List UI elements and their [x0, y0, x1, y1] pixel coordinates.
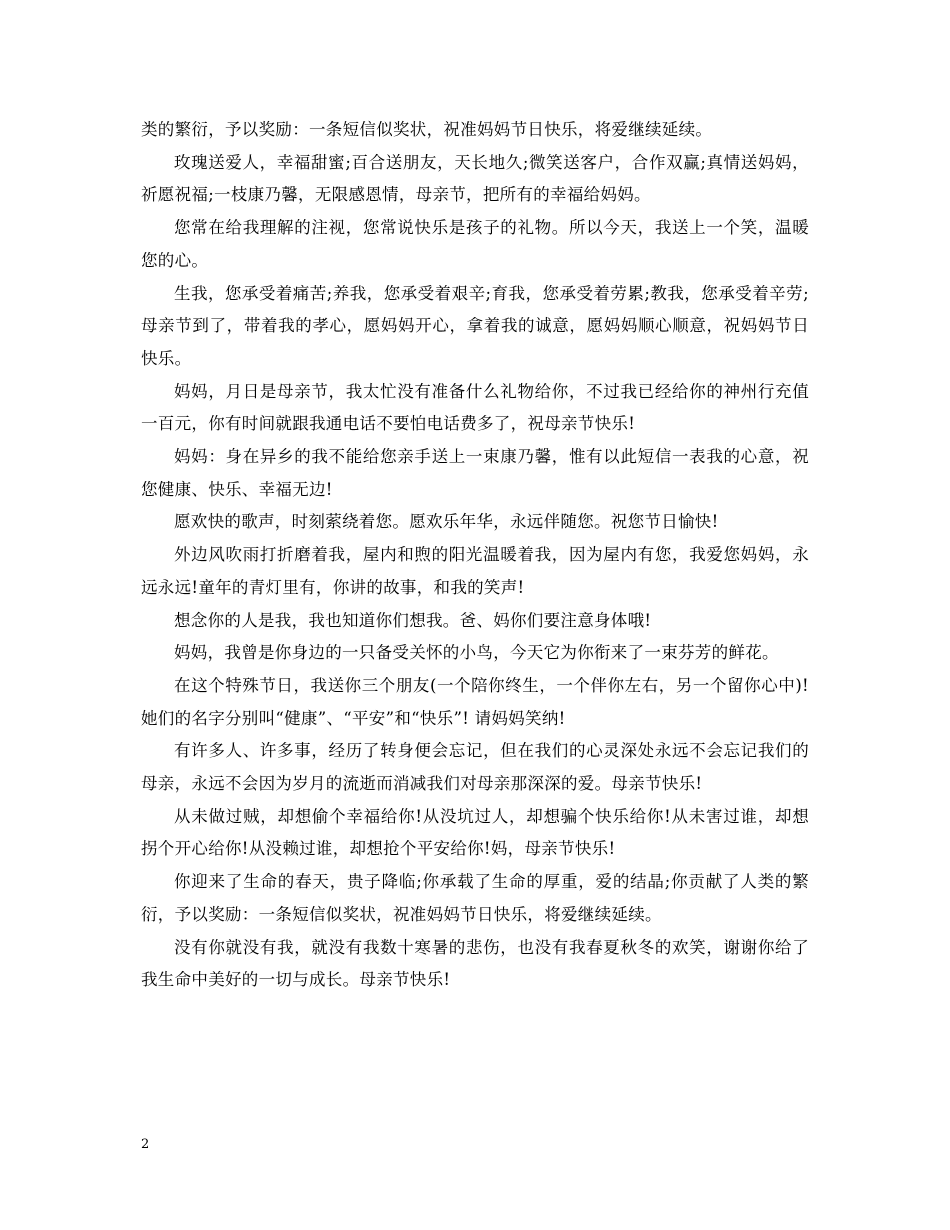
paragraph: 愿欢快的歌声，时刻萦绕着您。愿欢乐年华，永远伴随您。祝您节日愉快!: [174, 512, 719, 532]
paragraph: 在这个特殊节日，我送你三个朋友(一个陪你终生，一个伴你左右，另一个留你心中)!她们的名字分别叫“健康”、“平安”和“快乐”! 请妈妈笑纳!: [141, 675, 809, 728]
paragraph: 有许多人、许多事，经历了转身便会忘记，但在我们的心灵深处永远不会忘记我们的母亲，永远不会因为岁月的流逝而消减我们对母亲那深深的爱。母亲节快乐!: [141, 741, 809, 794]
paragraph: 妈妈：身在异乡的我不能给您亲手送上一束康乃馨，惟有以此短信一表我的心意，祝您健康、快乐、幸福无边!: [141, 447, 809, 499]
paragraph: 您常在给我理解的注视，您常说快乐是孩子的礼物。所以今天，我送上一个笑，温暖您的心。: [141, 218, 809, 270]
paragraph: 从未做过贼，却想偷个幸福给你!从没坑过人，却想骗个快乐给你!从未害过谁，却想拐个开心给你!从没赖过谁，却想抢个平安给你!妈，母亲节快乐!: [141, 806, 809, 859]
paragraph: 想念你的人是我，我也知道你们想我。爸、妈你们要注意身体哦!: [174, 610, 652, 630]
paragraph: 妈妈，月日是母亲节，我太忙没有准备什么礼物给你，不过我已经给你的神州行充值一百元，你有时间就跟我通电话不要怕电话费多了，祝母亲节快乐!: [141, 381, 809, 434]
paragraph: 外边风吹雨打折磨着我，屋内和煦的阳光温暖着我，因为屋内有您，我爱您妈妈，永远永远!童年的青灯里有，你讲的故事，和我的笑声!: [141, 545, 809, 597]
document-body: [141, 114, 809, 997]
paragraph: 你迎来了生命的春天，贵子降临;你承载了生命的厚重，爱的结晶;你贡献了人类的繁衍，予以奖励：一条短信似奖状，祝准妈妈节日快乐，将爱继续延续。: [141, 872, 809, 924]
paragraph: 没有你就没有我，就没有我数十寒暑的悲伤，也没有我春夏秋冬的欢笑，谢谢你给了我生命中美好的一切与成长。母亲节快乐!: [141, 937, 809, 990]
paragraph-continuation: 类的繁衍，予以奖励：一条短信似奖状，祝准妈妈节日快乐，将爱继续延续。: [141, 120, 713, 139]
paragraph: 玫瑰送爱人，幸福甜蜜;百合送朋友，天长地久;微笑送客户，合作双赢;真情送妈妈，祈愿祝福;一枝康乃馨，无限感恩情，母亲节，把所有的幸福给妈妈。: [141, 152, 809, 205]
paragraph: 妈妈，我曾是你身边的一只备受关怀的小鸟，今天它为你衔来了一束芬芳的鲜花。: [174, 643, 779, 663]
paragraph: 生我，您承受着痛苦;养我，您承受着艰辛;育我，您承受着劳累;教我，您承受着辛劳;母亲节到了，带着我的孝心，愿妈妈开心，拿着我的诚意，愿妈妈顺心顺意，祝妈妈节日快乐。: [141, 283, 809, 368]
page-number: 2: [141, 1137, 150, 1152]
